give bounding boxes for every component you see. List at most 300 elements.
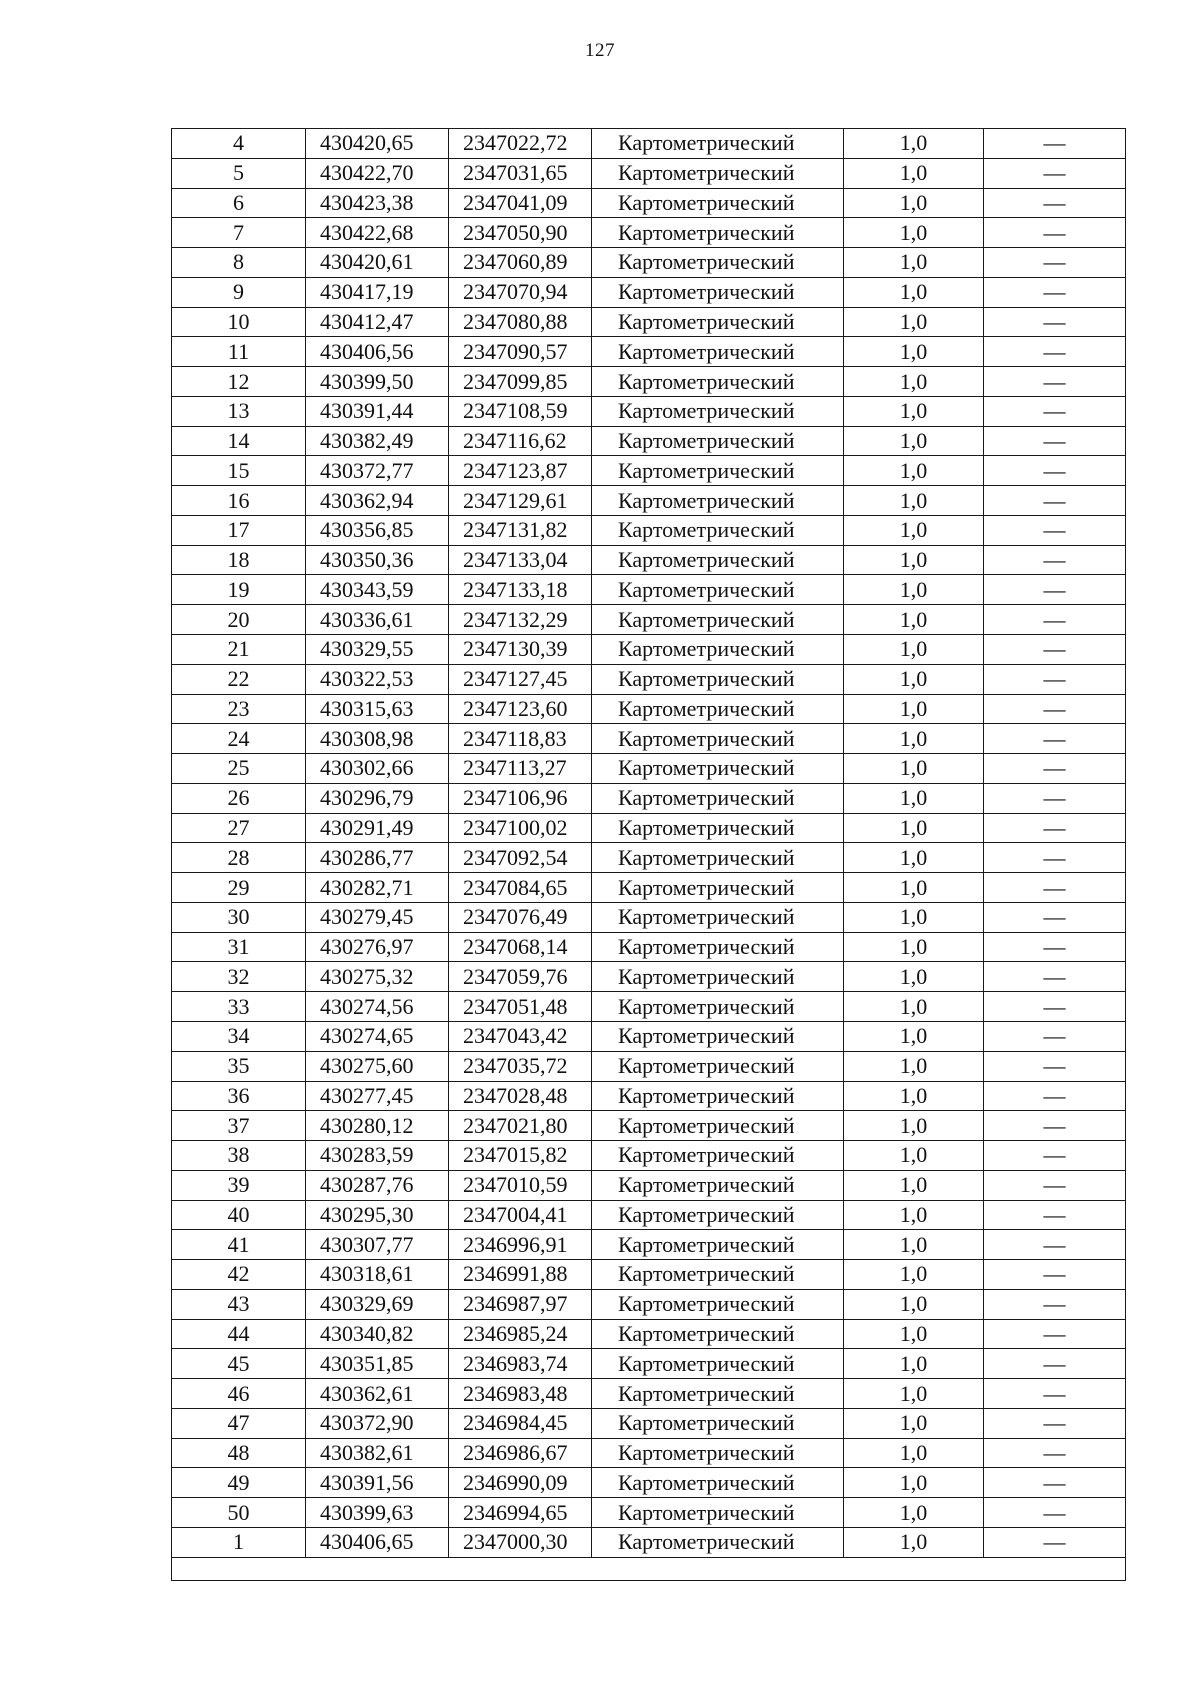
- description-cell: —: [984, 1141, 1126, 1171]
- description-cell: —: [984, 456, 1126, 486]
- description-cell: —: [984, 218, 1126, 248]
- method-cell: Картометрический: [592, 843, 844, 873]
- description-cell: —: [984, 1498, 1126, 1528]
- method-cell: Картометрический: [592, 1021, 844, 1051]
- description-cell: —: [984, 605, 1126, 635]
- coordinate-x-cell: 430302,66: [306, 754, 449, 784]
- table-row: [172, 575, 1126, 605]
- coordinate-y-cell: 2347000,30: [449, 1527, 592, 1557]
- coordinate-y-cell: 2346986,67: [449, 1438, 592, 1468]
- description-cell: —: [984, 1200, 1126, 1230]
- coordinate-x-cell: 430295,30: [306, 1200, 449, 1230]
- point-number-cell: 10: [172, 307, 306, 337]
- description-cell: —: [984, 486, 1126, 516]
- accuracy-cell: 1,0: [844, 1051, 984, 1081]
- accuracy-cell: 1,0: [844, 1527, 984, 1557]
- description-cell: —: [984, 1230, 1126, 1260]
- table-row: [172, 1230, 1126, 1260]
- table-row: [172, 1468, 1126, 1498]
- point-number-cell: 49: [172, 1468, 306, 1498]
- method-cell: Картометрический: [592, 1438, 844, 1468]
- point-number-cell: 42: [172, 1260, 306, 1290]
- method-cell: Картометрический: [592, 515, 844, 545]
- table-row: [172, 813, 1126, 843]
- table-row: [172, 1379, 1126, 1409]
- table-row: [172, 1141, 1126, 1171]
- accuracy-cell: 1,0: [844, 1081, 984, 1111]
- description-cell: —: [984, 783, 1126, 813]
- accuracy-cell: 1,0: [844, 873, 984, 903]
- table-row: [172, 277, 1126, 307]
- point-number-cell: 9: [172, 277, 306, 307]
- coordinate-x-cell: 430274,65: [306, 1021, 449, 1051]
- coordinate-y-cell: 2347116,62: [449, 426, 592, 456]
- point-number-cell: 6: [172, 188, 306, 218]
- coordinate-x-cell: 430291,49: [306, 813, 449, 843]
- description-cell: —: [984, 337, 1126, 367]
- method-cell: Картометрический: [592, 158, 844, 188]
- table-row: [172, 1408, 1126, 1438]
- method-cell: Картометрический: [592, 1200, 844, 1230]
- description-cell: —: [984, 1408, 1126, 1438]
- method-cell: Картометрический: [592, 426, 844, 456]
- point-number-cell: 44: [172, 1319, 306, 1349]
- table-row: [172, 456, 1126, 486]
- method-cell: Картометрический: [592, 724, 844, 754]
- table-row: [172, 664, 1126, 694]
- description-cell: —: [984, 248, 1126, 278]
- coordinate-x-cell: 430420,61: [306, 248, 449, 278]
- accuracy-cell: 1,0: [844, 783, 984, 813]
- point-number-cell: 25: [172, 754, 306, 784]
- coordinate-y-cell: 2346991,88: [449, 1260, 592, 1290]
- point-number-cell: 46: [172, 1379, 306, 1409]
- coordinate-y-cell: 2347099,85: [449, 367, 592, 397]
- point-number-cell: 34: [172, 1021, 306, 1051]
- description-cell: —: [984, 635, 1126, 665]
- point-number-cell: 50: [172, 1498, 306, 1528]
- method-cell: Картометрический: [592, 367, 844, 397]
- accuracy-cell: 1,0: [844, 992, 984, 1022]
- method-cell: Картометрический: [592, 1379, 844, 1409]
- description-cell: —: [984, 575, 1126, 605]
- coordinate-y-cell: 2346985,24: [449, 1319, 592, 1349]
- description-cell: —: [984, 545, 1126, 575]
- method-cell: Картометрический: [592, 1230, 844, 1260]
- coordinate-y-cell: 2347059,76: [449, 962, 592, 992]
- method-cell: Картометрический: [592, 1408, 844, 1438]
- point-number-cell: 13: [172, 396, 306, 426]
- description-cell: —: [984, 1051, 1126, 1081]
- method-cell: Картометрический: [592, 1349, 844, 1379]
- table-row: [172, 158, 1126, 188]
- coordinate-x-cell: 430283,59: [306, 1141, 449, 1171]
- coordinate-y-cell: 2347118,83: [449, 724, 592, 754]
- table-row: [172, 932, 1126, 962]
- accuracy-cell: 1,0: [844, 188, 984, 218]
- description-cell: —: [984, 367, 1126, 397]
- table-row: [172, 694, 1126, 724]
- coordinate-x-cell: 430356,85: [306, 515, 449, 545]
- coordinate-y-cell: 2347100,02: [449, 813, 592, 843]
- description-cell: —: [984, 1349, 1126, 1379]
- accuracy-cell: 1,0: [844, 575, 984, 605]
- point-number-cell: 45: [172, 1349, 306, 1379]
- point-number-cell: 7: [172, 218, 306, 248]
- coordinate-x-cell: 430362,94: [306, 486, 449, 516]
- coordinate-y-cell: 2347113,27: [449, 754, 592, 784]
- coordinate-y-cell: 2347123,60: [449, 694, 592, 724]
- description-cell: —: [984, 873, 1126, 903]
- table-row: [172, 1498, 1126, 1528]
- description-cell: —: [984, 962, 1126, 992]
- description-cell: —: [984, 664, 1126, 694]
- method-cell: Картометрический: [592, 873, 844, 903]
- table-row: [172, 962, 1126, 992]
- description-cell: —: [984, 515, 1126, 545]
- description-cell: —: [984, 813, 1126, 843]
- coordinate-x-cell: 430277,45: [306, 1081, 449, 1111]
- method-cell: Картометрический: [592, 545, 844, 575]
- description-cell: —: [984, 1438, 1126, 1468]
- point-number-cell: 43: [172, 1289, 306, 1319]
- table-row: [172, 367, 1126, 397]
- point-number-cell: 1: [172, 1527, 306, 1557]
- point-number-cell: 18: [172, 545, 306, 575]
- coordinate-y-cell: 2346983,48: [449, 1379, 592, 1409]
- method-cell: Картометрический: [592, 1319, 844, 1349]
- point-number-cell: 27: [172, 813, 306, 843]
- accuracy-cell: 1,0: [844, 1141, 984, 1171]
- coordinate-y-cell: 2347127,45: [449, 664, 592, 694]
- accuracy-cell: 1,0: [844, 1260, 984, 1290]
- accuracy-cell: 1,0: [844, 1289, 984, 1319]
- empty-table-row: [172, 1557, 1126, 1580]
- method-cell: Картометрический: [592, 1051, 844, 1081]
- coordinate-x-cell: 430422,70: [306, 158, 449, 188]
- point-number-cell: 20: [172, 605, 306, 635]
- description-cell: —: [984, 426, 1126, 456]
- coordinate-x-cell: 430282,71: [306, 873, 449, 903]
- accuracy-cell: 1,0: [844, 932, 984, 962]
- accuracy-cell: 1,0: [844, 277, 984, 307]
- description-cell: —: [984, 129, 1126, 159]
- method-cell: Картометрический: [592, 307, 844, 337]
- coordinate-x-cell: 430399,50: [306, 367, 449, 397]
- coordinate-x-cell: 430280,12: [306, 1111, 449, 1141]
- point-number-cell: 4: [172, 129, 306, 159]
- page-number: 127: [585, 40, 615, 61]
- method-cell: Картометрический: [592, 783, 844, 813]
- table-row: [172, 754, 1126, 784]
- accuracy-cell: 1,0: [844, 754, 984, 784]
- table-row: [172, 605, 1126, 635]
- accuracy-cell: 1,0: [844, 1200, 984, 1230]
- method-cell: Картометрический: [592, 813, 844, 843]
- table-row: [172, 1260, 1126, 1290]
- point-number-cell: 8: [172, 248, 306, 278]
- coordinate-x-cell: 430399,63: [306, 1498, 449, 1528]
- method-cell: Картометрический: [592, 1081, 844, 1111]
- accuracy-cell: 1,0: [844, 962, 984, 992]
- method-cell: Картометрический: [592, 129, 844, 159]
- description-cell: —: [984, 724, 1126, 754]
- method-cell: Картометрический: [592, 1527, 844, 1557]
- point-number-cell: 36: [172, 1081, 306, 1111]
- point-number-cell: 28: [172, 843, 306, 873]
- accuracy-cell: 1,0: [844, 605, 984, 635]
- accuracy-cell: 1,0: [844, 1438, 984, 1468]
- accuracy-cell: 1,0: [844, 664, 984, 694]
- coordinate-x-cell: 430391,44: [306, 396, 449, 426]
- coordinate-y-cell: 2347022,72: [449, 129, 592, 159]
- method-cell: Картометрический: [592, 188, 844, 218]
- coordinate-x-cell: 430382,49: [306, 426, 449, 456]
- method-cell: Картометрический: [592, 664, 844, 694]
- coordinate-x-cell: 430275,60: [306, 1051, 449, 1081]
- coordinate-y-cell: 2347043,42: [449, 1021, 592, 1051]
- accuracy-cell: 1,0: [844, 1349, 984, 1379]
- method-cell: Картометрический: [592, 248, 844, 278]
- accuracy-cell: 1,0: [844, 218, 984, 248]
- method-cell: Картометрический: [592, 1498, 844, 1528]
- point-number-cell: 5: [172, 158, 306, 188]
- table-row: [172, 1438, 1126, 1468]
- point-number-cell: 23: [172, 694, 306, 724]
- table-row: [172, 1349, 1126, 1379]
- method-cell: Картометрический: [592, 575, 844, 605]
- coordinate-x-cell: 430406,56: [306, 337, 449, 367]
- description-cell: —: [984, 843, 1126, 873]
- accuracy-cell: 1,0: [844, 1379, 984, 1409]
- method-cell: Картометрический: [592, 337, 844, 367]
- coordinate-x-cell: 430372,90: [306, 1408, 449, 1438]
- table-row: [172, 426, 1126, 456]
- coordinate-x-cell: 430279,45: [306, 902, 449, 932]
- point-number-cell: 37: [172, 1111, 306, 1141]
- table-row: [172, 843, 1126, 873]
- coordinate-y-cell: 2347106,96: [449, 783, 592, 813]
- point-number-cell: 48: [172, 1438, 306, 1468]
- description-cell: —: [984, 277, 1126, 307]
- description-cell: —: [984, 1111, 1126, 1141]
- coordinate-x-cell: 430276,97: [306, 932, 449, 962]
- table-row: [172, 337, 1126, 367]
- coordinate-x-cell: 430336,61: [306, 605, 449, 635]
- coordinate-y-cell: 2347068,14: [449, 932, 592, 962]
- method-cell: Картометрический: [592, 902, 844, 932]
- description-cell: —: [984, 158, 1126, 188]
- coordinate-y-cell: 2347133,04: [449, 545, 592, 575]
- description-cell: —: [984, 1081, 1126, 1111]
- coordinate-y-cell: 2347129,61: [449, 486, 592, 516]
- accuracy-cell: 1,0: [844, 1230, 984, 1260]
- accuracy-cell: 1,0: [844, 158, 984, 188]
- method-cell: Картометрический: [592, 605, 844, 635]
- method-cell: Картометрический: [592, 992, 844, 1022]
- point-number-cell: 30: [172, 902, 306, 932]
- coordinate-y-cell: 2347051,48: [449, 992, 592, 1022]
- accuracy-cell: 1,0: [844, 248, 984, 278]
- description-cell: —: [984, 1289, 1126, 1319]
- table-row: [172, 1081, 1126, 1111]
- method-cell: Картометрический: [592, 1468, 844, 1498]
- coordinate-x-cell: 430307,77: [306, 1230, 449, 1260]
- description-cell: —: [984, 396, 1126, 426]
- point-number-cell: 32: [172, 962, 306, 992]
- accuracy-cell: 1,0: [844, 1498, 984, 1528]
- coordinate-y-cell: 2347015,82: [449, 1141, 592, 1171]
- accuracy-cell: 1,0: [844, 902, 984, 932]
- coordinate-y-cell: 2347076,49: [449, 902, 592, 932]
- point-number-cell: 38: [172, 1141, 306, 1171]
- accuracy-cell: 1,0: [844, 515, 984, 545]
- accuracy-cell: 1,0: [844, 724, 984, 754]
- coordinate-x-cell: 430420,65: [306, 129, 449, 159]
- accuracy-cell: 1,0: [844, 367, 984, 397]
- coordinate-y-cell: 2347031,65: [449, 158, 592, 188]
- point-number-cell: 39: [172, 1170, 306, 1200]
- empty-cell: [172, 1557, 1126, 1580]
- coordinate-y-cell: 2347123,87: [449, 456, 592, 486]
- point-number-cell: 16: [172, 486, 306, 516]
- method-cell: Картометрический: [592, 456, 844, 486]
- point-number-cell: 15: [172, 456, 306, 486]
- coordinate-y-cell: 2346984,45: [449, 1408, 592, 1438]
- method-cell: Картометрический: [592, 1170, 844, 1200]
- coordinate-x-cell: 430318,61: [306, 1260, 449, 1290]
- coordinate-y-cell: 2346994,65: [449, 1498, 592, 1528]
- coordinate-x-cell: 430391,56: [306, 1468, 449, 1498]
- description-cell: —: [984, 902, 1126, 932]
- accuracy-cell: 1,0: [844, 635, 984, 665]
- table-row: [172, 873, 1126, 903]
- table-row: [172, 635, 1126, 665]
- method-cell: Картометрический: [592, 1289, 844, 1319]
- point-number-cell: 35: [172, 1051, 306, 1081]
- accuracy-cell: 1,0: [844, 843, 984, 873]
- coordinate-x-cell: 430350,36: [306, 545, 449, 575]
- coordinate-x-cell: 430274,56: [306, 992, 449, 1022]
- description-cell: —: [984, 992, 1126, 1022]
- accuracy-cell: 1,0: [844, 1408, 984, 1438]
- accuracy-cell: 1,0: [844, 307, 984, 337]
- accuracy-cell: 1,0: [844, 545, 984, 575]
- accuracy-cell: 1,0: [844, 456, 984, 486]
- coordinates-table-body: [172, 129, 1126, 1581]
- accuracy-cell: 1,0: [844, 694, 984, 724]
- table-row: [172, 724, 1126, 754]
- table-row: [172, 486, 1126, 516]
- coordinate-x-cell: 430351,85: [306, 1349, 449, 1379]
- method-cell: Картометрический: [592, 1260, 844, 1290]
- coordinate-x-cell: 430417,19: [306, 277, 449, 307]
- coordinate-y-cell: 2347108,59: [449, 396, 592, 426]
- point-number-cell: 31: [172, 932, 306, 962]
- table-row: [172, 307, 1126, 337]
- table-row: [172, 545, 1126, 575]
- point-number-cell: 21: [172, 635, 306, 665]
- method-cell: Картометрический: [592, 694, 844, 724]
- description-cell: —: [984, 1260, 1126, 1290]
- coordinate-y-cell: 2346990,09: [449, 1468, 592, 1498]
- coordinate-x-cell: 430286,77: [306, 843, 449, 873]
- point-number-cell: 24: [172, 724, 306, 754]
- coordinate-x-cell: 430308,98: [306, 724, 449, 754]
- coordinate-y-cell: 2347130,39: [449, 635, 592, 665]
- coordinate-y-cell: 2347041,09: [449, 188, 592, 218]
- description-cell: —: [984, 1527, 1126, 1557]
- table-row: [172, 1319, 1126, 1349]
- coordinate-y-cell: 2347090,57: [449, 337, 592, 367]
- coordinate-x-cell: 430296,79: [306, 783, 449, 813]
- table-row: [172, 396, 1126, 426]
- coordinate-y-cell: 2347084,65: [449, 873, 592, 903]
- accuracy-cell: 1,0: [844, 1468, 984, 1498]
- coordinate-x-cell: 430412,47: [306, 307, 449, 337]
- description-cell: —: [984, 932, 1126, 962]
- coordinate-y-cell: 2347080,88: [449, 307, 592, 337]
- table-row: [172, 248, 1126, 278]
- method-cell: Картометрический: [592, 932, 844, 962]
- table-row: [172, 515, 1126, 545]
- coordinate-y-cell: 2347131,82: [449, 515, 592, 545]
- coordinate-y-cell: 2346987,97: [449, 1289, 592, 1319]
- method-cell: Картометрический: [592, 486, 844, 516]
- method-cell: Картометрический: [592, 277, 844, 307]
- coordinate-y-cell: 2347021,80: [449, 1111, 592, 1141]
- description-cell: —: [984, 1319, 1126, 1349]
- point-number-cell: 11: [172, 337, 306, 367]
- coordinate-y-cell: 2347004,41: [449, 1200, 592, 1230]
- accuracy-cell: 1,0: [844, 1319, 984, 1349]
- description-cell: —: [984, 307, 1126, 337]
- coordinate-x-cell: 430422,68: [306, 218, 449, 248]
- table-row: [172, 218, 1126, 248]
- accuracy-cell: 1,0: [844, 813, 984, 843]
- accuracy-cell: 1,0: [844, 129, 984, 159]
- point-number-cell: 41: [172, 1230, 306, 1260]
- coordinate-y-cell: 2347050,90: [449, 218, 592, 248]
- coordinate-x-cell: 430329,55: [306, 635, 449, 665]
- table-row: [172, 992, 1126, 1022]
- point-number-cell: 33: [172, 992, 306, 1022]
- description-cell: —: [984, 188, 1126, 218]
- point-number-cell: 47: [172, 1408, 306, 1438]
- accuracy-cell: 1,0: [844, 1021, 984, 1051]
- table-row: [172, 783, 1126, 813]
- coordinate-y-cell: 2347028,48: [449, 1081, 592, 1111]
- description-cell: —: [984, 1379, 1126, 1409]
- method-cell: Картометрический: [592, 1111, 844, 1141]
- description-cell: —: [984, 754, 1126, 784]
- accuracy-cell: 1,0: [844, 426, 984, 456]
- coordinate-y-cell: 2347132,29: [449, 605, 592, 635]
- table-row: [172, 188, 1126, 218]
- method-cell: Картометрический: [592, 218, 844, 248]
- method-cell: Картометрический: [592, 396, 844, 426]
- coordinate-x-cell: 430382,61: [306, 1438, 449, 1468]
- coordinate-x-cell: 430315,63: [306, 694, 449, 724]
- boundary-coordinates-table: [171, 128, 1126, 1581]
- method-cell: Картометрический: [592, 754, 844, 784]
- coordinate-y-cell: 2347092,54: [449, 843, 592, 873]
- table-row: [172, 1200, 1126, 1230]
- coordinate-x-cell: 430275,32: [306, 962, 449, 992]
- coordinate-x-cell: 430343,59: [306, 575, 449, 605]
- table-row: [172, 1527, 1126, 1557]
- point-number-cell: 40: [172, 1200, 306, 1230]
